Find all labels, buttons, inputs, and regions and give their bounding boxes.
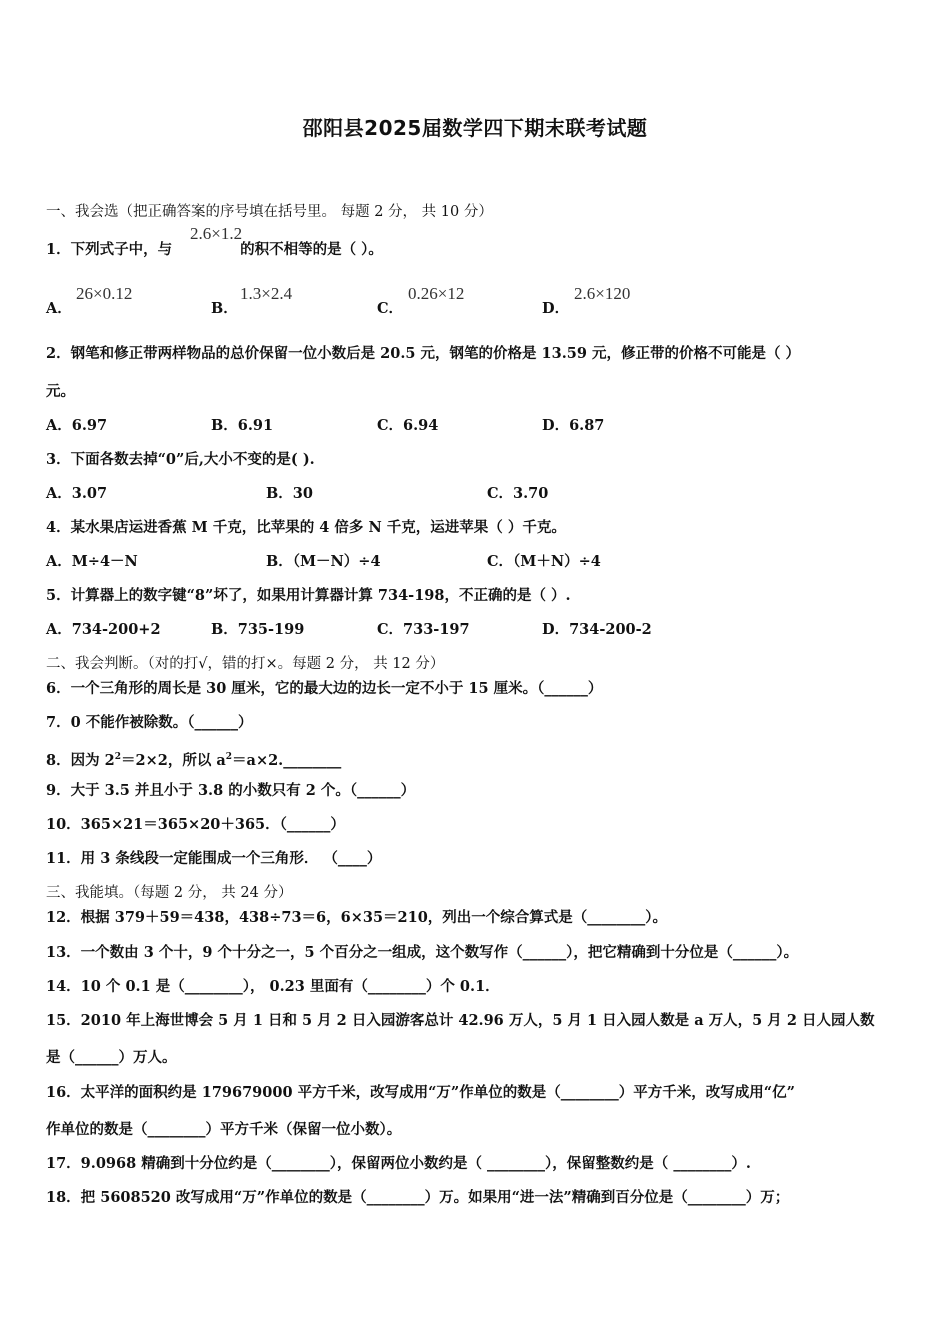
q1-suffix: 的积不相等的是（ ）。 <box>240 241 383 258</box>
question-9: 9．大于 3.5 并且小于 3.8 的小数只有 2 个。（______） <box>46 782 416 799</box>
question-10: 10．365×21＝365×20＋365．（______） <box>46 816 345 833</box>
q1-option-a-expr: 26×0.12 <box>76 284 133 303</box>
q8-part-b: ＝2×2，所以 a <box>121 751 226 769</box>
section-1-header: 一、我会选（把正确答案的序号填在括号里。 每题 2 分， 共 10 分） <box>46 204 493 220</box>
q2-option-d: D．6.87 <box>542 417 605 434</box>
q4-option-a: A．M÷4－N <box>46 553 138 570</box>
question-17: 17．9.0968 精确到十分位约是（________），保留两位小数约是（ ________），保留整数约是（ ________）. <box>46 1155 751 1172</box>
question-15: 15．2010 年上海世博会 5 月 1 日和 5 月 2 日入园游客总计 42.96 万人，5 月 1 日入园人数是 a 万人，5 月 2 日人园人数 <box>46 1012 875 1029</box>
q1-option-c-label: C． <box>377 300 404 317</box>
q1-prefix: 1．下列式子中，与 <box>46 241 173 258</box>
q2-option-a: A．6.97 <box>46 417 108 434</box>
q5-option-c: C．733-197 <box>377 621 470 638</box>
q1-option-d-label: D． <box>542 300 570 317</box>
q4-option-c: C．（M＋N）÷4 <box>487 553 601 570</box>
question-5: 5．计算器上的数字键“8”坏了，如果用计算器计算 734-198，不正确的是（ ）. <box>46 587 571 604</box>
q2-option-b: B．6.91 <box>211 417 274 434</box>
q2-option-c: C．6.94 <box>377 417 439 434</box>
q1-expression: 2.6×1.2 <box>190 224 243 243</box>
question-6: 6．一个三角形的周长是 30 厘米，它的最大边的边长一定不小于 15 厘米。（______） <box>46 680 603 697</box>
question-16-continued: 作单位的数是（________）平方千米（保留一位小数）。 <box>46 1121 402 1138</box>
question-16: 16．太平洋的面积约是 179679000 平方千米，改写成用“万”作单位的数是（________）平方千米，改写成用“亿” <box>46 1084 795 1101</box>
q5-option-d: D．734-200-2 <box>542 621 652 638</box>
question-13: 13．一个数由 3 个十，9 个十分之一，5 个百分之一组成，这个数写作（______），把它精确到十分位是（______）。 <box>46 944 799 961</box>
q8-part-a: 8．因为 2 <box>46 751 115 769</box>
q1-option-b-expr: 1.3×2.4 <box>240 284 293 303</box>
q1-option-d-expr: 2.6×120 <box>574 284 631 303</box>
q1-option-a-label: A． <box>46 300 72 317</box>
q3-option-a: A．3.07 <box>46 485 108 502</box>
q4-option-b: B．（M－N）÷4 <box>266 553 381 570</box>
question-18: 18．把 5608520 改写成用“万”作单位的数是（________）万。如果用“进一法”精确到百分位是（________）万； <box>46 1189 790 1206</box>
question-14: 14．10 个 0.1 是（________）， 0.23 里面有（________）个 0.1． <box>46 978 500 995</box>
q8-exponent-2: 2 <box>225 752 233 762</box>
question-2-continued: 元。 <box>46 383 75 400</box>
question-7: 7．0 不能作被除数。（______） <box>46 714 253 731</box>
question-8 <box>46 747 341 771</box>
q5-option-b: B．735-199 <box>211 621 305 638</box>
q8-exponent-1: 2 <box>114 752 121 762</box>
question-3: 3．下面各数去掉“0”后,大小不变的是( ). <box>46 451 315 468</box>
page-title: 邵阳县2025届数学四下期末联考试题 <box>302 116 648 140</box>
question-11: 11．用 3 条线段一定能围成一个三角形． （____） <box>46 850 382 867</box>
question-4: 4．某水果店运进香蕉 M 千克，比苹果的 4 倍多 N 千克，运进苹果（ ）千克。 <box>46 519 566 536</box>
q3-option-c: C．3.70 <box>487 485 549 502</box>
q1-option-c-expr: 0.26×12 <box>408 284 465 303</box>
section-3-header: 三、我能填。（每题 2 分， 共 24 分） <box>46 885 293 901</box>
q3-option-b: B．30 <box>266 485 313 502</box>
question-15-continued: 是（______）万人。 <box>46 1049 177 1066</box>
question-12: 12．根据 379＋59＝438，438÷73＝6，6×35＝210，列出一个综合算式是（________）。 <box>46 909 668 926</box>
q5-option-a: A．734-200+2 <box>46 621 161 638</box>
q8-part-c: ＝a×2.________ <box>232 751 342 769</box>
section-2-header: 二、我会判断。（对的打√，错的打×。每题 2 分， 共 12 分） <box>46 656 445 672</box>
question-2: 2．钢笔和修正带两样物品的总价保留一位小数后是 20.5 元，钢笔的价格是 13.59 元，修正带的价格不可能是（ ） <box>46 345 801 362</box>
q1-option-b-label: B． <box>211 300 238 317</box>
